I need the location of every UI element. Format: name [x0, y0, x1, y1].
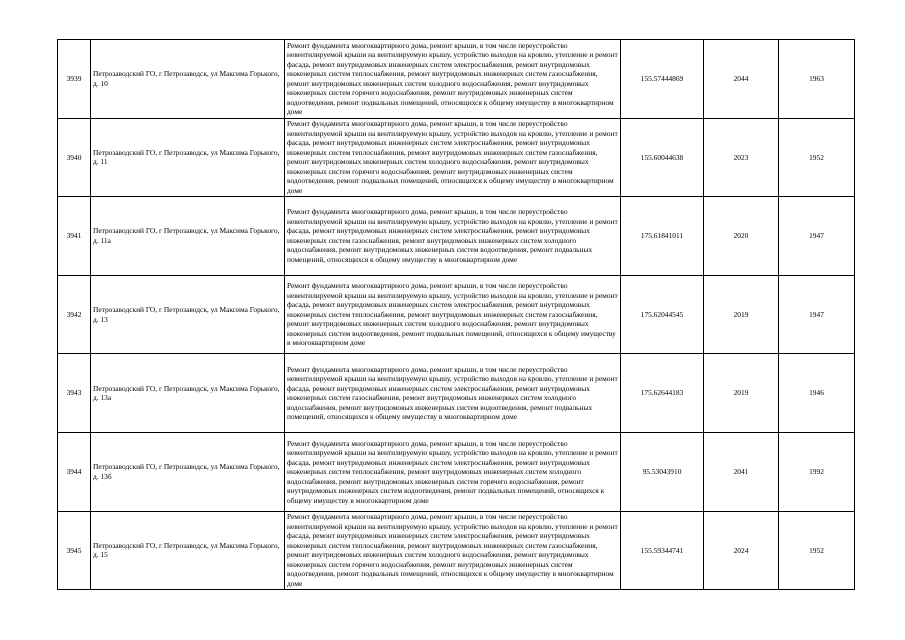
capital-repair-table [57, 39, 855, 590]
address-cell: Петрозаводский ГО, г Петрозаводск, ул Максима Горького, д. 10 [91, 40, 285, 119]
row-number-cell: 3944 [58, 432, 91, 511]
area-cell: 175.61841011 [621, 197, 704, 276]
address-cell: Петрозаводский ГО, г Петрозаводск, ул Максима Горького, д. 13 [91, 275, 285, 354]
planned-year-cell: 2024 [704, 511, 779, 590]
area-cell: 95.53043910 [621, 432, 704, 511]
built-year-cell: 1952 [779, 118, 855, 197]
planned-year-cell: 2044 [704, 40, 779, 119]
planned-year-cell: 2020 [704, 197, 779, 276]
works-cell: Ремонт фундамента многоквартирного дома, ремонт крыши, в том числе переустройство невентилируемой крыши на вентилируемую крышу, устройство выходов на кровлю, утепление и ремонт фасада, ремонт внутридомовых инженерных систем электроснабжения, ремонт внутридомовых инженерных систем теплоснабжения, ремонт внутридомовых инженерных систем газоснабжения, ремонт внутридомовых инженерных систем холодного водоснабжения, ремонт внутридомовых инженерных систем горячего водоснабжения, ремонт внутридомовых инженерных систем водоотведения, ремонт подвальных помещений, относящихся к общему имуществу в многоквартирном доме [285, 118, 621, 197]
address-cell: Петрозаводский ГО, г Петрозаводск, ул Максима Горького, д. 13а [91, 354, 285, 433]
built-year-cell: 1992 [779, 432, 855, 511]
area-cell: 175.62644183 [621, 354, 704, 433]
works-cell: Ремонт фундамента многоквартирного дома, ремонт крыши, в том числе переустройство невентилируемой крыши на вентилируемую крышу, устройство выходов на кровлю, утепление и ремонт фасада, ремонт внутридомовых инженерных систем электроснабжения, ремонт внутридомовых инженерных систем теплоснабжения, ремонт внутридомовых инженерных систем газоснабжения, ремонт внутридомовых инженерных систем холодного водоснабжения, ремонт внутридомовых инженерных систем горячего водоснабжения, ремонт внутридомовых инженерных систем водоотведения, ремонт подвальных помещений, относящихся к общему имуществу в многоквартирном доме [285, 40, 621, 119]
works-cell: Ремонт фундамента многоквартирного дома, ремонт крыши, в том числе переустройство невентилируемой крыши на вентилируемую крышу, устройство выходов на кровлю, утепление и ремонт фасада, ремонт внутридомовых инженерных систем электроснабжения, ремонт внутридомовых инженерных систем газоснабжения, ремонт внутридомовых инженерных систем холодного водоснабжения, ремонт внутридомовых инженерных систем водоотведения, ремонт подвальных помещений, относящихся к общему имуществу в многоквартирном доме [285, 197, 621, 276]
area-cell: 175.62044545 [621, 275, 704, 354]
address-cell: Петрозаводский ГО, г Петрозаводск, ул Максима Горького, д. 11а [91, 197, 285, 276]
address-cell: Петрозаводский ГО, г Петрозаводск, ул Максима Горького, д. 11 [91, 118, 285, 197]
works-cell: Ремонт фундамента многоквартирного дома, ремонт крыши, в том числе переустройство невентилируемой крыши на вентилируемую крышу, устройство выходов на кровлю, утепление и ремонт фасада, ремонт внутридомовых инженерных систем электроснабжения, ремонт внутридомовых инженерных систем теплоснабжения, ремонт внутридомовых инженерных систем холодного водоснабжения, ремонт внутридомовых инженерных систем горячего водоснабжения, ремонт внутридомовых инженерных систем водоотведения, ремонт подвальных помещений, относящихся к общему имуществу в многоквартирном доме [285, 432, 621, 511]
planned-year-cell: 2023 [704, 118, 779, 197]
built-year-cell: 1946 [779, 354, 855, 433]
works-cell: Ремонт фундамента многоквартирного дома, ремонт крыши, в том числе переустройство невентилируемой крыши на вентилируемую крышу, устройство выходов на кровлю, утепление и ремонт фасада, ремонт внутридомовых инженерных систем электроснабжения, ремонт внутридомовых инженерных систем теплоснабжения, ремонт внутридомовых инженерных систем газоснабжения, ремонт внутридомовых инженерных систем холодного водоснабжения, ремонт внутридомовых инженерных систем водоотведения, ремонт подвальных помещений, относящихся к общему имуществу в многоквартирном доме [285, 275, 621, 354]
built-year-cell: 1952 [779, 511, 855, 590]
planned-year-cell: 2019 [704, 354, 779, 433]
row-number-cell: 3942 [58, 275, 91, 354]
table-row [58, 432, 855, 511]
row-number-cell: 3940 [58, 118, 91, 197]
built-year-cell: 1947 [779, 275, 855, 354]
area-cell: 155.57444869 [621, 40, 704, 119]
row-number-cell: 3939 [58, 40, 91, 119]
planned-year-cell: 2041 [704, 432, 779, 511]
table-row [58, 275, 855, 354]
row-number-cell: 3941 [58, 197, 91, 276]
table-row [58, 40, 855, 119]
planned-year-cell: 2019 [704, 275, 779, 354]
table-row [58, 354, 855, 433]
table-row [58, 197, 855, 276]
address-cell: Петрозаводский ГО, г Петрозаводск, ул Максима Горького, д. 13б [91, 432, 285, 511]
area-cell: 155.59344741 [621, 511, 704, 590]
table-row [58, 511, 855, 590]
built-year-cell: 1963 [779, 40, 855, 119]
row-number-cell: 3945 [58, 511, 91, 590]
built-year-cell: 1947 [779, 197, 855, 276]
area-cell: 155.60044638 [621, 118, 704, 197]
address-cell: Петрозаводский ГО, г Петрозаводск, ул Максима Горького, д. 15 [91, 511, 285, 590]
table-row [58, 118, 855, 197]
works-cell: Ремонт фундамента многоквартирного дома, ремонт крыши, в том числе переустройство невентилируемой крыши на вентилируемую крышу, устройство выходов на кровлю, утепление и ремонт фасада, ремонт внутридомовых инженерных систем электроснабжения, ремонт внутридомовых инженерных систем теплоснабжения, ремонт внутридомовых инженерных систем газоснабжения, ремонт внутридомовых инженерных систем холодного водоснабжения, ремонт внутридомовых инженерных систем горячего водоснабжения, ремонт внутридомовых инженерных систем водоотведения, ремонт подвальных помещений, относящихся к общему имуществу в многоквартирном доме [285, 511, 621, 590]
works-cell: Ремонт фундамента многоквартирного дома, ремонт крыши, в том числе переустройство невентилируемой крыши на вентилируемую крышу, устройство выходов на кровлю, утепление и ремонт фасада, ремонт внутридомовых инженерных систем электроснабжения, ремонт внутридомовых инженерных систем газоснабжения, ремонт внутридомовых инженерных систем холодного водоснабжения, ремонт внутридомовых инженерных систем водоотведения, ремонт подвальных помещений, относящихся к общему имуществу в многоквартирном доме [285, 354, 621, 433]
row-number-cell: 3943 [58, 354, 91, 433]
